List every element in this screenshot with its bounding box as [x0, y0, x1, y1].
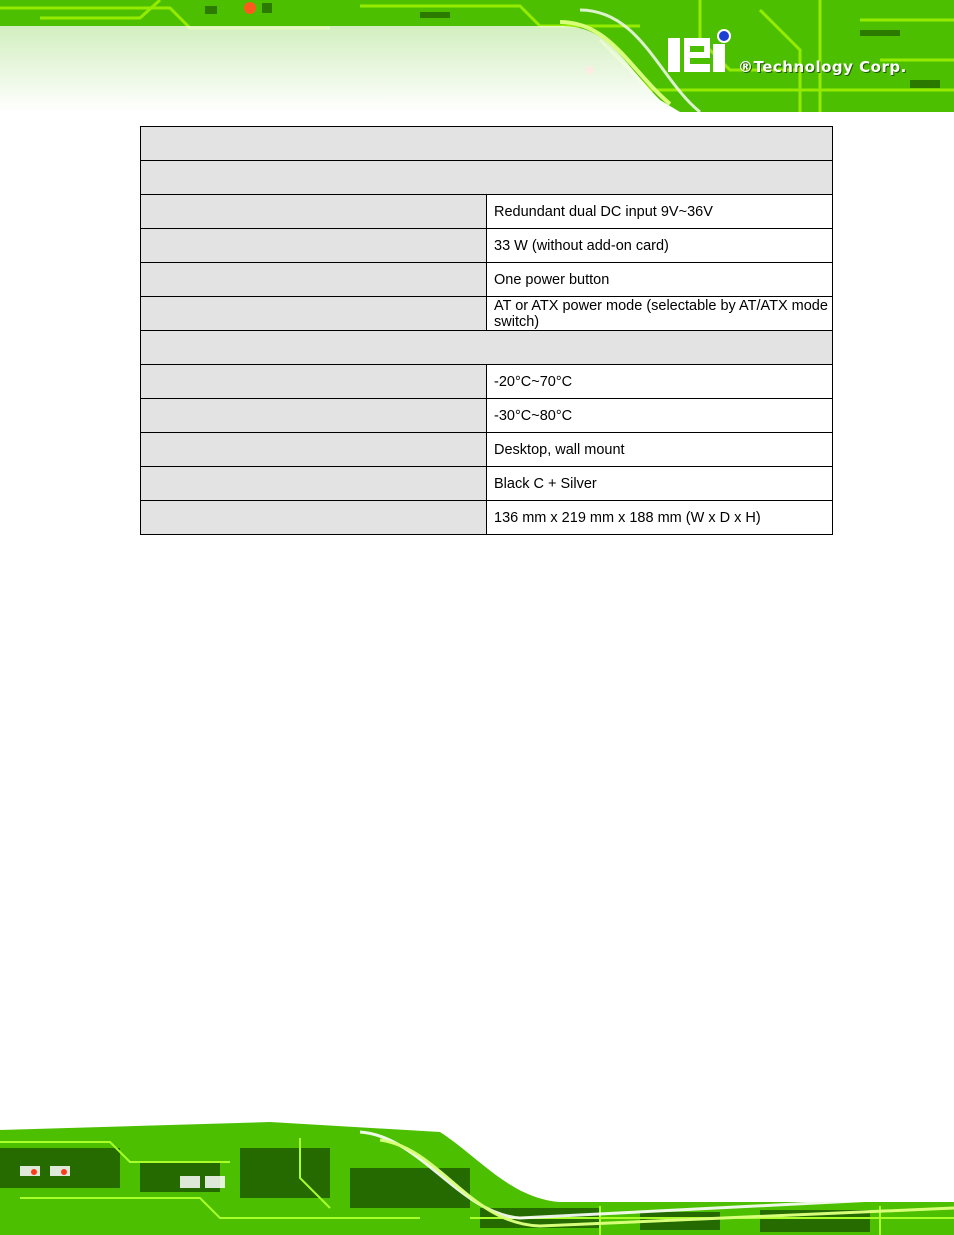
- spec-label-cell: [141, 229, 487, 263]
- brand-name: ®Technology Corp.: [738, 58, 907, 76]
- table-row: [141, 161, 833, 195]
- table-row: [141, 127, 833, 161]
- spec-value-cell: -30°C~80°C: [487, 399, 833, 433]
- spec-label-cell: [141, 297, 487, 331]
- spec-label-cell: [141, 365, 487, 399]
- spec-value-cell: One power button: [487, 263, 833, 297]
- table-row: [141, 501, 833, 535]
- table-row: [141, 365, 833, 399]
- section-header-cell: [141, 331, 833, 365]
- spec-label-cell: [141, 195, 487, 229]
- spec-value-cell: 33 W (without add-on card): [487, 229, 833, 263]
- header-pcb-artwork: [0, 0, 954, 112]
- table-row: [141, 229, 833, 263]
- section-header-cell: [141, 127, 833, 161]
- table-row: [141, 399, 833, 433]
- spec-value-cell: -20°C~70°C: [487, 365, 833, 399]
- header-banner: [0, 0, 954, 112]
- table-row: [141, 433, 833, 467]
- table-row: [141, 467, 833, 501]
- spec-label-cell: [141, 501, 487, 535]
- spec-value-cell: AT or ATX power mode (selectable by AT/ATX mode switch): [487, 297, 833, 331]
- spec-value-cell: Desktop, wall mount: [487, 433, 833, 467]
- footer-banner: [0, 1118, 954, 1235]
- spec-table: [140, 126, 833, 535]
- spec-label-cell: [141, 467, 487, 501]
- spec-label-cell: [141, 263, 487, 297]
- spec-value-cell: Black C + Silver: [487, 467, 833, 501]
- spec-label-cell: [141, 399, 487, 433]
- spec-label-cell: [141, 433, 487, 467]
- table-row: [141, 263, 833, 297]
- table-row: [141, 331, 833, 365]
- spec-value-cell: 136 mm x 219 mm x 188 mm (W x D x H): [487, 501, 833, 535]
- spec-value-cell: Redundant dual DC input 9V~36V: [487, 195, 833, 229]
- table-row: [141, 195, 833, 229]
- footer-pcb-artwork: [0, 1118, 954, 1235]
- section-header-cell: [141, 161, 833, 195]
- table-row: [141, 297, 833, 331]
